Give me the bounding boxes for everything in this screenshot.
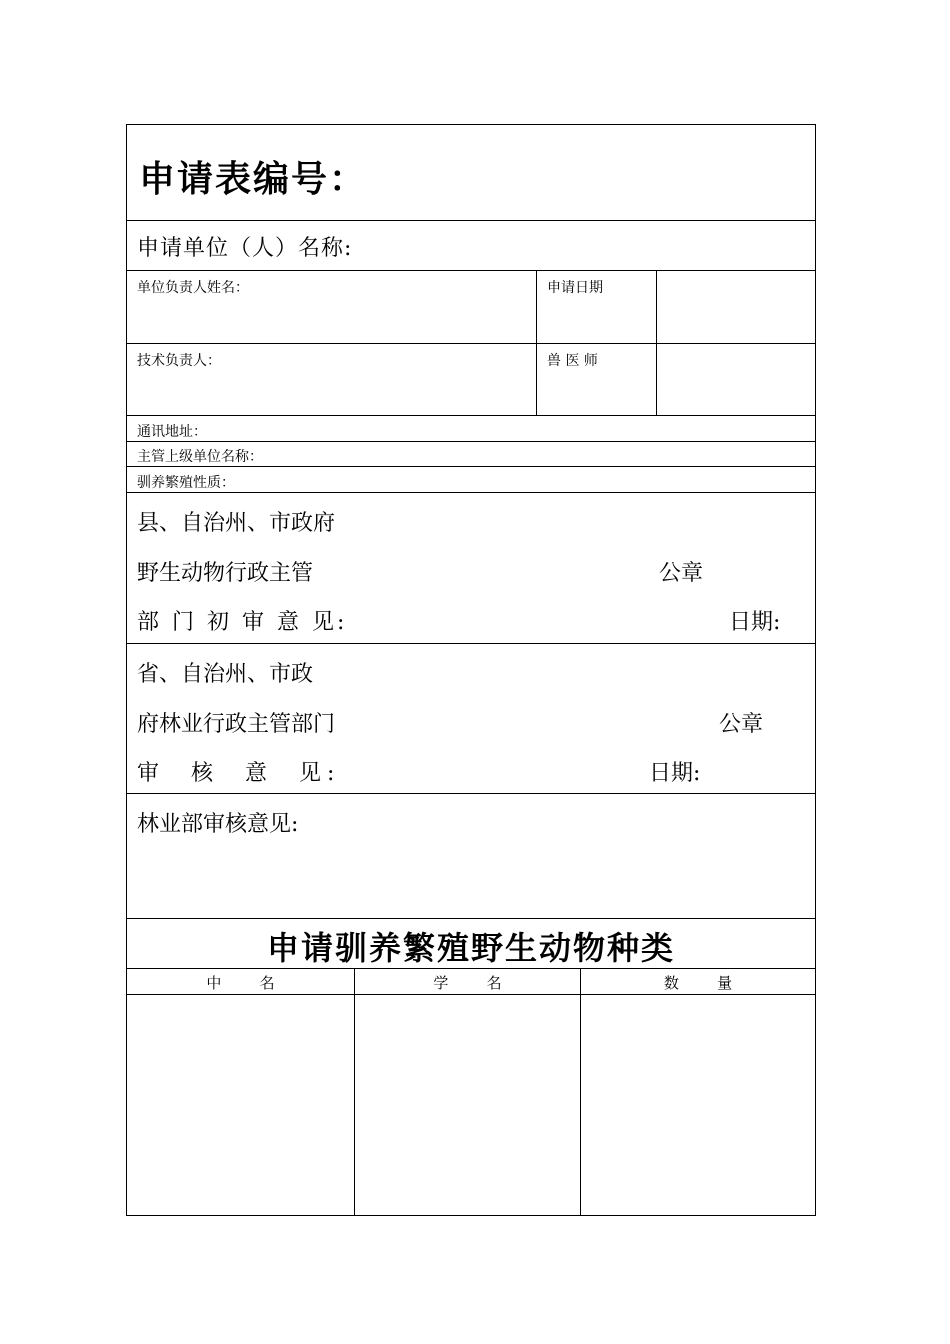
- applicant-name-row[interactable]: [127, 221, 815, 271]
- supervisor-unit-row[interactable]: [127, 442, 815, 467]
- province-review-row[interactable]: [127, 644, 815, 794]
- address-label: 通讯地址：: [137, 424, 207, 440]
- col-head-scientific-name-cell: [354, 969, 580, 994]
- application-date-value-cell[interactable]: [656, 271, 815, 343]
- county-review-line2: 野生动物行政主管: [137, 561, 314, 586]
- col-head-quantity-cell: [580, 969, 815, 994]
- application-date-label-cell: [536, 271, 656, 343]
- unit-leader-cell[interactable]: [127, 271, 536, 343]
- species-quantity-cell[interactable]: [580, 995, 815, 1215]
- unit-leader-label: 单位负责人姓名：: [137, 280, 249, 296]
- breeding-nature-label: 驯养繁殖性质：: [137, 475, 235, 491]
- applicant-name-label: 申请单位（人）名称:: [137, 236, 353, 261]
- col-head-quantity: 数 量: [663, 974, 733, 992]
- species-title-row: [127, 919, 815, 969]
- veterinarian-value-cell[interactable]: [656, 344, 815, 415]
- species-chinese-name-cell[interactable]: [127, 995, 354, 1215]
- province-review-line1: 省、自治州、市政: [137, 662, 314, 687]
- supervisor-unit-label: 主管上级单位名称：: [137, 449, 263, 465]
- col-head-chinese-name: 中 名: [206, 974, 275, 992]
- unit-leader-row: [127, 271, 815, 344]
- veterinarian-label: 兽 医 师: [547, 353, 598, 369]
- province-date-label: 日期:: [649, 761, 701, 786]
- province-review-line3: 审 核 意 见:: [137, 761, 341, 786]
- application-form: [126, 124, 816, 1216]
- county-review-line3: 部 门 初 审 意 见:: [137, 610, 348, 635]
- breeding-nature-row[interactable]: [127, 467, 815, 493]
- address-row[interactable]: [127, 416, 815, 442]
- province-seal-label: 公章: [719, 712, 764, 737]
- veterinarian-label-cell: [536, 344, 656, 415]
- ministry-review-row[interactable]: [127, 794, 815, 919]
- species-header-row: [127, 969, 815, 995]
- col-head-chinese-name-cell: [127, 969, 354, 994]
- species-scientific-name-cell[interactable]: [354, 995, 580, 1215]
- tech-leader-cell[interactable]: [127, 344, 536, 415]
- col-head-scientific-name: 学 名: [433, 974, 502, 992]
- ministry-review-label: 林业部审核意见:: [137, 812, 299, 837]
- province-review-line2: 府林业行政主管部门: [137, 712, 336, 737]
- application-date-label: 申请日期: [547, 280, 603, 296]
- application-number-label: 申请表编号：: [139, 158, 368, 200]
- county-seal-label: 公章: [659, 561, 704, 586]
- species-section-title: 申请驯养繁殖野生动物种类: [266, 929, 675, 967]
- county-review-line1: 县、自治州、市政府: [137, 511, 336, 536]
- tech-leader-row: [127, 344, 815, 416]
- county-date-label: 日期:: [729, 610, 781, 635]
- species-data-row: [127, 995, 815, 1215]
- county-review-row[interactable]: [127, 493, 815, 644]
- tech-leader-label: 技术负责人：: [137, 353, 221, 369]
- application-number-row: [127, 125, 815, 221]
